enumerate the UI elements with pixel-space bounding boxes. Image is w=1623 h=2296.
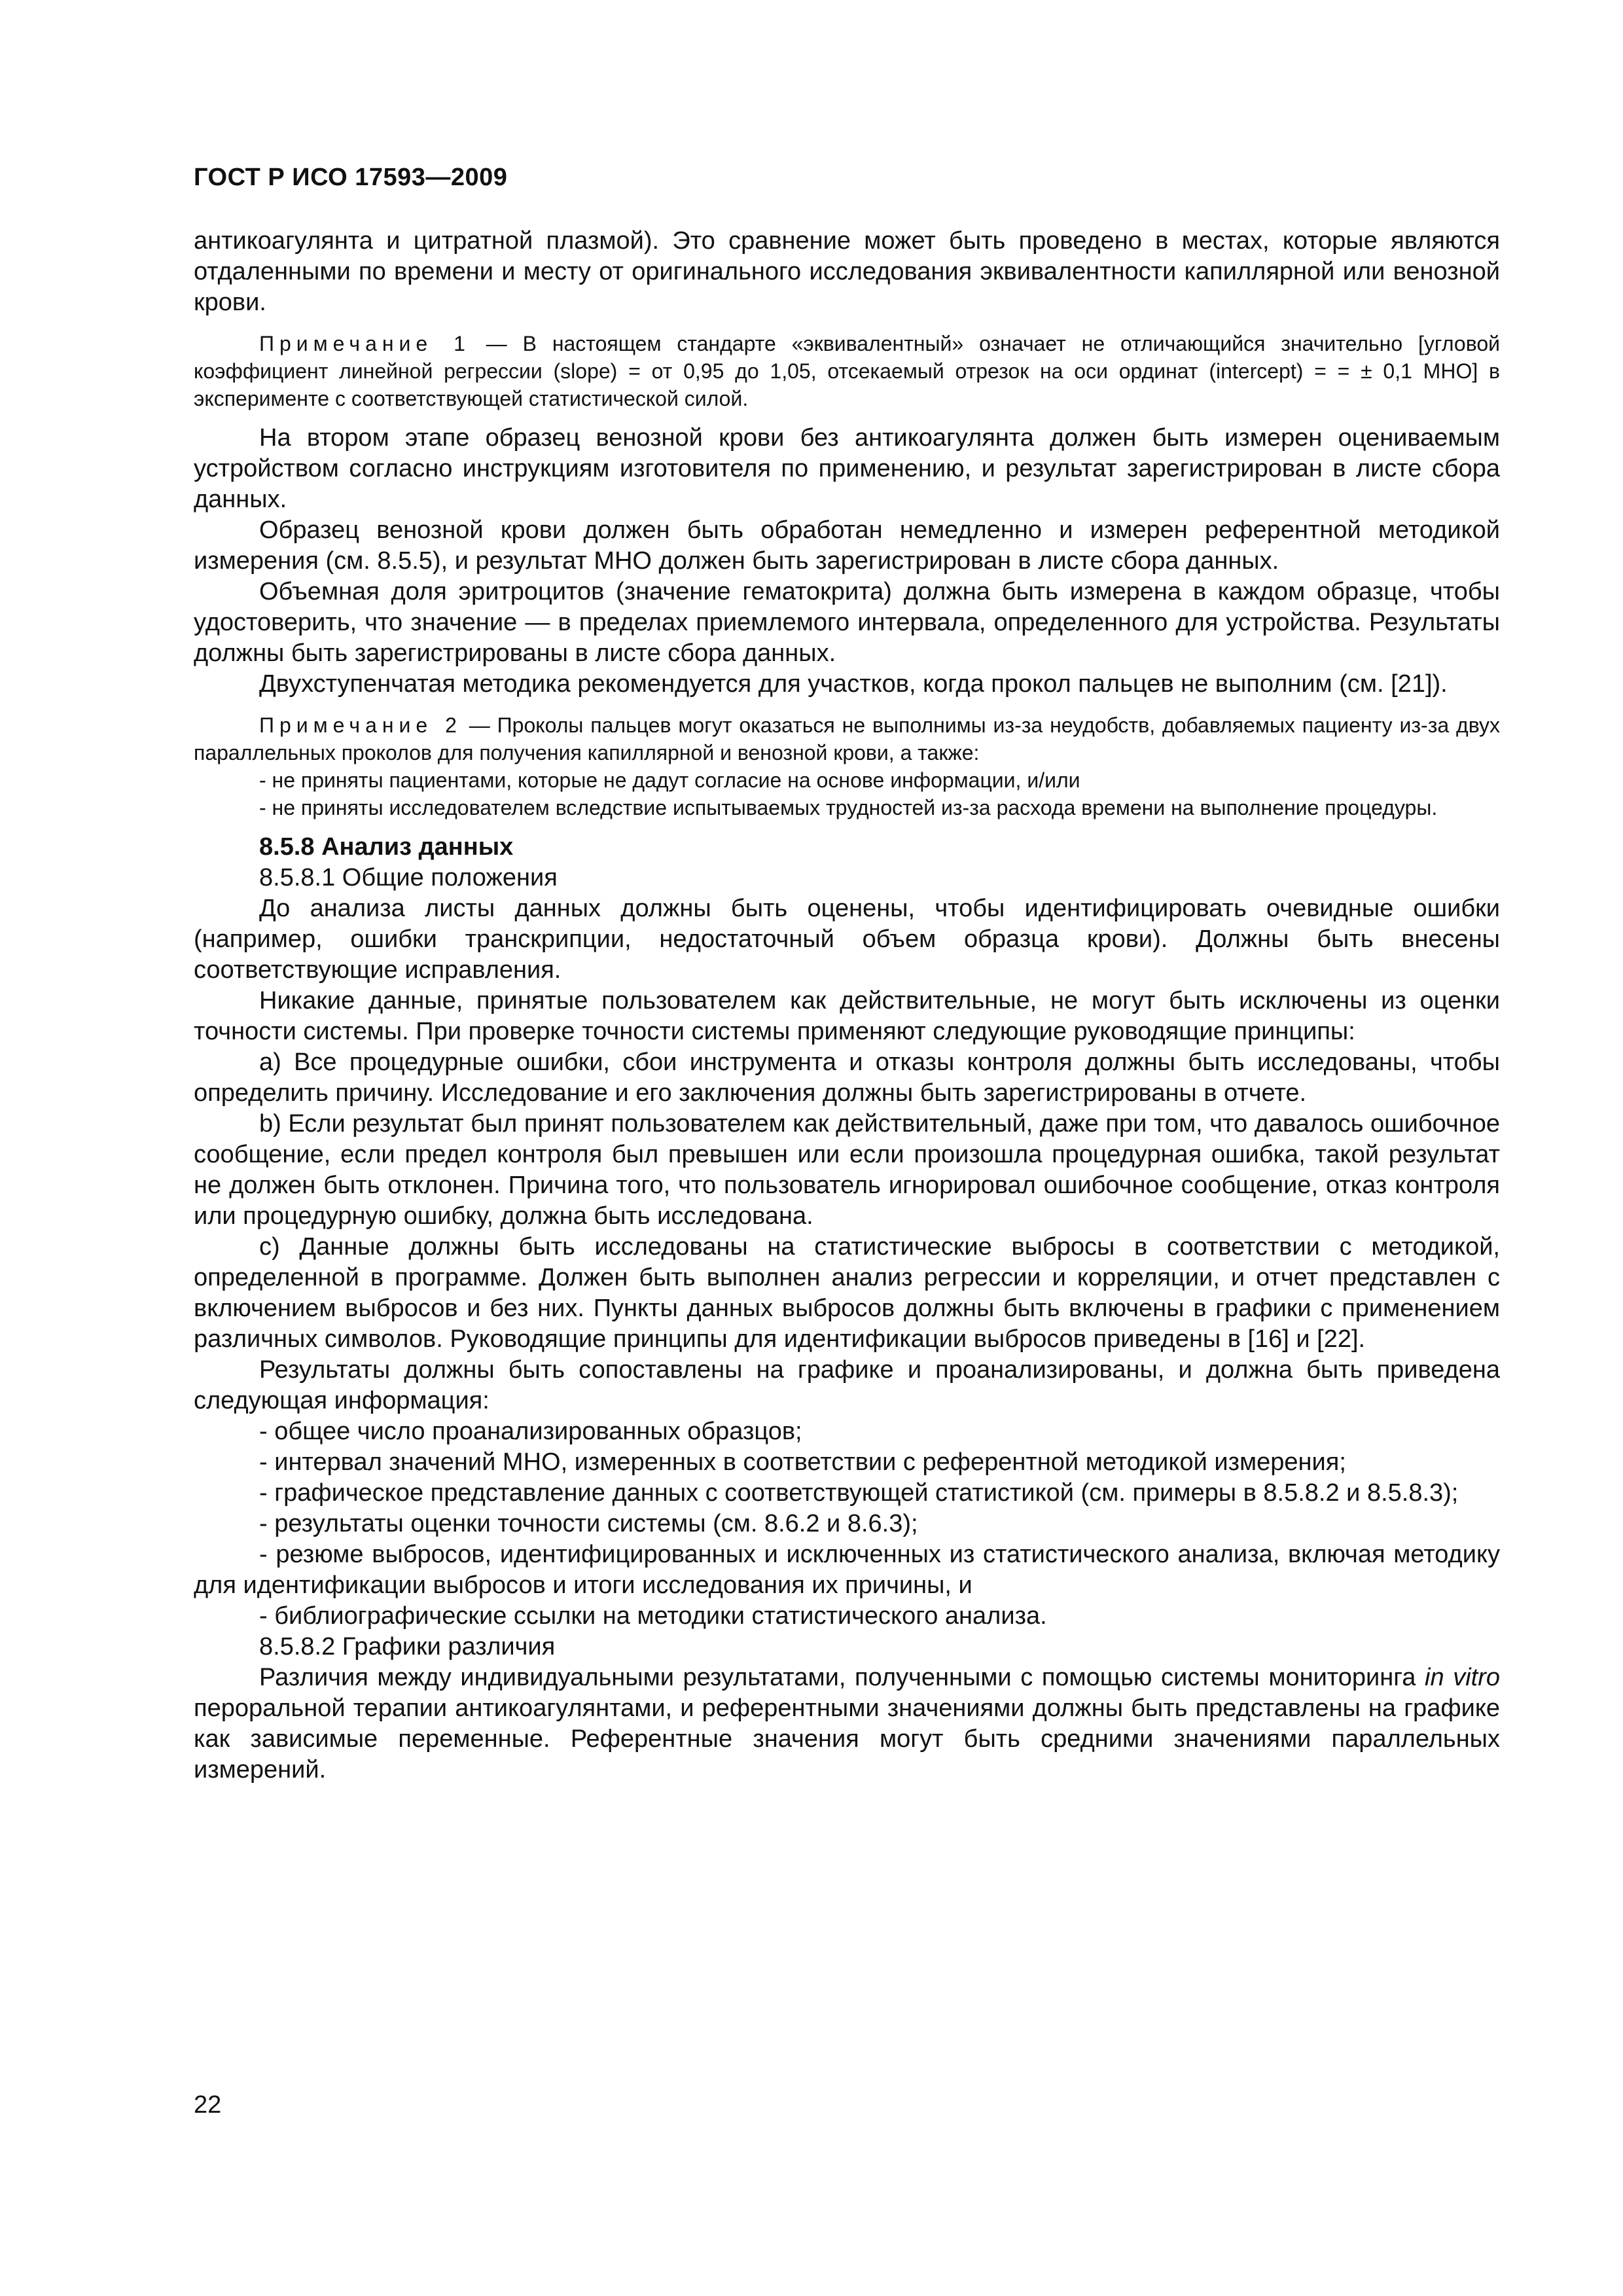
note-list-item: - не приняты исследователем вследствие испытываемых трудностей из-за расхода времени на выполнение процедуры. [259, 796, 1438, 819]
note-2 [194, 711, 1500, 766]
section-heading: 8.5.8 Анализ данных [259, 833, 514, 861]
note-text: — В настоящем стандарте «эквивалентный» означает не отличающийся значительно [угловой коэффициент линейной регрессии (slope) = от 0,95 до 1,05, отсекаемый отрезок на оси ординат (intercept) = = ± 0,1 МНО] в эксперименте с соответствующей статистической силой. [194, 332, 1501, 410]
note-text: — Проколы пальцев могут оказаться не выполнимы из-за неудобств, добавляемых пациенту из-за двух параллельных проколов для получения капиллярной и венозной крови, а также: [194, 713, 1501, 764]
list-item: b) Если результат был принят пользователем как действительный, даже при том, что давалось ошибочное сообщение, если предел контроля был превышен или если произошла процедурная ошибка, такой результат не должен быть отклонен. Причина того, что пользователь игнорировал ошибочное сообщение, отказ контроля или процедурную ошибку, должна быть исследована. [194, 1110, 1500, 1230]
text-span: Различия между индивидуальными результатами, полученными с помощью системы мониторинга [259, 1664, 1425, 1691]
list-item: - библиографические ссылки на методики статистического анализа. [259, 1602, 1047, 1630]
paragraph: антикоагулянта и цитратной плазмой). Это сравнение может быть проведено в местах, которые являются отдаленными по времени и месту от оригинального исследования эквивалентности капиллярной или венозной крови. [194, 227, 1500, 316]
subsection-heading: 8.5.8.1 Общие положения [259, 864, 558, 891]
paragraph: Двухступенчатая методика рекомендуется для участков, когда прокол пальцев не выполним (см. [21]). [259, 670, 1448, 698]
paragraph: Образец венозной крови должен быть обработан немедленно и измерен референтной методикой измерения (см. 8.5.5), и результат МНО должен быть зарегистрирован в листе сбора данных. [194, 516, 1500, 575]
note-1 [194, 330, 1500, 412]
list-item: - резюме выбросов, идентифицированных и исключенных из статистического анализа, включая методику для идентификации выбросов и итоги исследования их причины, и [194, 1541, 1500, 1599]
paragraph: Никакие данные, принятые пользователем как действительные, не могут быть исключены из оценки точности системы. При проверке точности системы применяют следующие руководящие принципы: [194, 987, 1500, 1045]
page-number: 22 [194, 2091, 222, 2119]
list-item: - интервал значений МНО, измеренных в соответствии с референтной методикой измерения; [259, 1448, 1346, 1476]
paragraph: До анализа листы данных должны быть оценены, чтобы идентифицировать очевидные ошибки (например, ошибки транскрипции, недостаточный объем образца крови). Должны быть внесены соответствующие исправления. [194, 895, 1500, 984]
document-body [194, 226, 1500, 1785]
list-item: - результаты оценки точности системы (см. 8.6.2 и 8.6.3); [259, 1510, 918, 1537]
list-item: с) Данные должны быть исследованы на статистические выбросы в соответствии с методикой, определенной в программе. Должен быть выполнен анализ регрессии и корреляции, и отчет представлен с включением выбросов и без них. Пункты данных выбросов должны быть включены в графики с применением различных символов. Руководящие принципы для идентификации выбросов приведены в [16] и [22]. [194, 1233, 1500, 1353]
note-label: Примечание 1 [259, 332, 471, 355]
text-span: пероральной терапии антикоагулянтами, и референтными значениями должны быть представлены на графике как зависимые переменные. Референтные значения могут быть средними значениями параллельных измерений. [194, 1695, 1500, 1784]
paragraph [194, 1662, 1500, 1785]
subsection-heading: 8.5.8.2 Графики различия [259, 1633, 556, 1660]
document-header: ГОСТ Р ИСО 17593—2009 [194, 164, 508, 191]
paragraph: Результаты должны быть сопоставлены на графике и проанализированы, и должна быть приведена следующая информация: [194, 1356, 1500, 1414]
list-item: - общее число проанализированных образцов; [259, 1418, 802, 1445]
paragraph: Объемная доля эритроцитов (значение гематокрита) должна быть измерена в каждом образце, чтобы удостоверить, что значение — в пределах приемлемого интервала, определенного для устройства. Результаты должны быть зарегистрированы в листе сбора данных. [194, 578, 1500, 667]
italic-term: in vitro [1425, 1664, 1500, 1691]
note-label: Примечание 2 [259, 713, 462, 737]
paragraph: На втором этапе образец венозной крови без антикоагулянта должен быть измерен оцениваемым устройством согласно инструкциям изготовителя по применению, и результат зарегистрирован в листе сбора данных. [194, 424, 1500, 513]
list-item: - графическое представление данных с соответствующей статистикой (см. примеры в 8.5.8.2 и 8.5.8.3); [259, 1479, 1459, 1507]
list-item: а) Все процедурные ошибки, сбои инструмента и отказы контроля должны быть исследованы, чтобы определить причину. Исследование и его заключения должны быть зарегистрированы в отчете. [194, 1049, 1500, 1107]
note-list-item: - не приняты пациентами, которые не дадут согласие на основе информации, и/или [259, 768, 1080, 792]
